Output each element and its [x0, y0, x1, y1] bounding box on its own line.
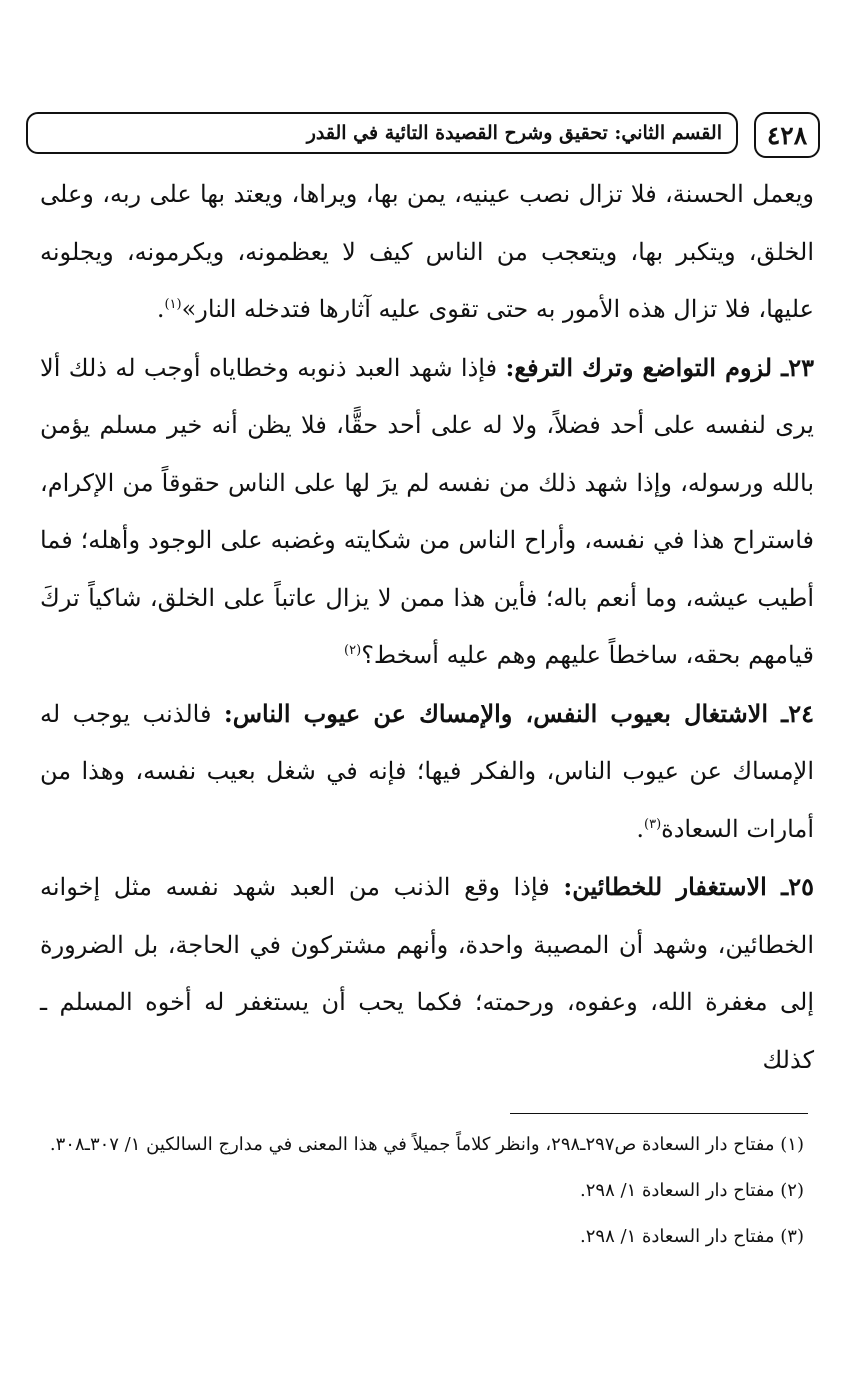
paragraph-3-end: . — [636, 814, 644, 843]
footnote-3: (٣) مفتاح دار السعادة ١/ ٢٩٨. — [580, 1226, 804, 1247]
heading-24: ٢٤ـ الاشتغال بعيوب النفس، والإمساك عن عيوب الناس: — [223, 698, 814, 728]
footnote-ref-3: (٣) — [644, 816, 662, 832]
page-number: ٤٢٨ — [766, 120, 808, 150]
paragraph-1 — [40, 166, 814, 339]
paragraph-1-end: . — [156, 295, 165, 323]
footnote-ref-2: (٢) — [344, 643, 362, 658]
paragraph-3-text: فالذنب يوجب له الإمساك عن عيوب الناس، والفكر فيها؛ فإنه في شغل بعيب نفسه، وهذا من أمارات السعادة — [40, 699, 814, 843]
footnote-2: (٢) مفتاح دار السعادة ١/ ٢٩٨. — [580, 1180, 804, 1201]
paragraph-2-text: فإذا شهد العبد ذنوبه وخطاياه أوجب له ذلك ألا يرى لنفسه على أحد فضلاً، ولا له على أحد حقًّا، فلا يظن أنه خير مسلم يؤمن بالله ورسوله، وإذا شهد ذلك من نفسه لم يرَ لها على الناس حقوقاً من الإكرام، فاستراح هذا في نفسه، وأراح الناس من شكايته وغضبه على الوجود وأهله؛ فما أطيب عيشه، وما أنعم باله؛ فأين هذا ممن لا يزال عاتباً على الخلق، شاكياً تركَ قيامهم بحقه، ساخطاً عليهم وهم عليه أسخط؟ — [40, 353, 814, 669]
main-text — [40, 166, 814, 1089]
paragraph-2 — [40, 339, 814, 685]
footnote-ref-1: (١) — [164, 297, 182, 312]
heading-25: ٢٥ـ الاستغفار للخطائين: — [563, 872, 814, 901]
heading-23: ٢٣ـ لزوم التواضع وترك الترفع: — [505, 352, 814, 382]
footnote-1: (١) مفتاح دار السعادة ص٢٩٧ـ٢٩٨، وانظر كلاماً جميلاً في هذا المعنى في مدارج السالكين ١/ ٣٠٧ـ٣٠٨. — [49, 1134, 804, 1155]
paragraph-4-text: فإذا وقع الذنب من العبد شهد نفسه مثل إخوانه الخطائين، وشهد أن المصيبة واحدة، وأنهم مشتركون في الحاجة، بل الضرورة إلى مغفرة الله، وعفوه، ورحمته؛ فكما يحب أن يستغفر له أخوه المسلم ـ كذلك — [40, 873, 814, 1074]
paragraph-1-text: ويعمل الحسنة، فلا تزال نصب عينيه، يمن بها، ويراها، ويعتد بها على ربه، وعلى الخلق، ويتكبر بها، ويتعجب من الناس كيف لا يعظمونه، ويكرمونه، ويجلونه عليها، فلا تزال هذه الأمور به حتى تقوى عليه آثارها فتدخله النار» — [40, 180, 814, 323]
paragraph-4 — [40, 858, 814, 1089]
footnote-separator — [510, 1113, 808, 1114]
page-number-box — [754, 112, 820, 158]
footnotes — [40, 1122, 804, 1260]
page-header — [26, 112, 838, 156]
paragraph-3 — [40, 685, 814, 859]
running-title-box — [26, 112, 738, 154]
running-title: القسم الثاني: تحقيق وشرح القصيدة التائية في القدر — [306, 122, 722, 144]
